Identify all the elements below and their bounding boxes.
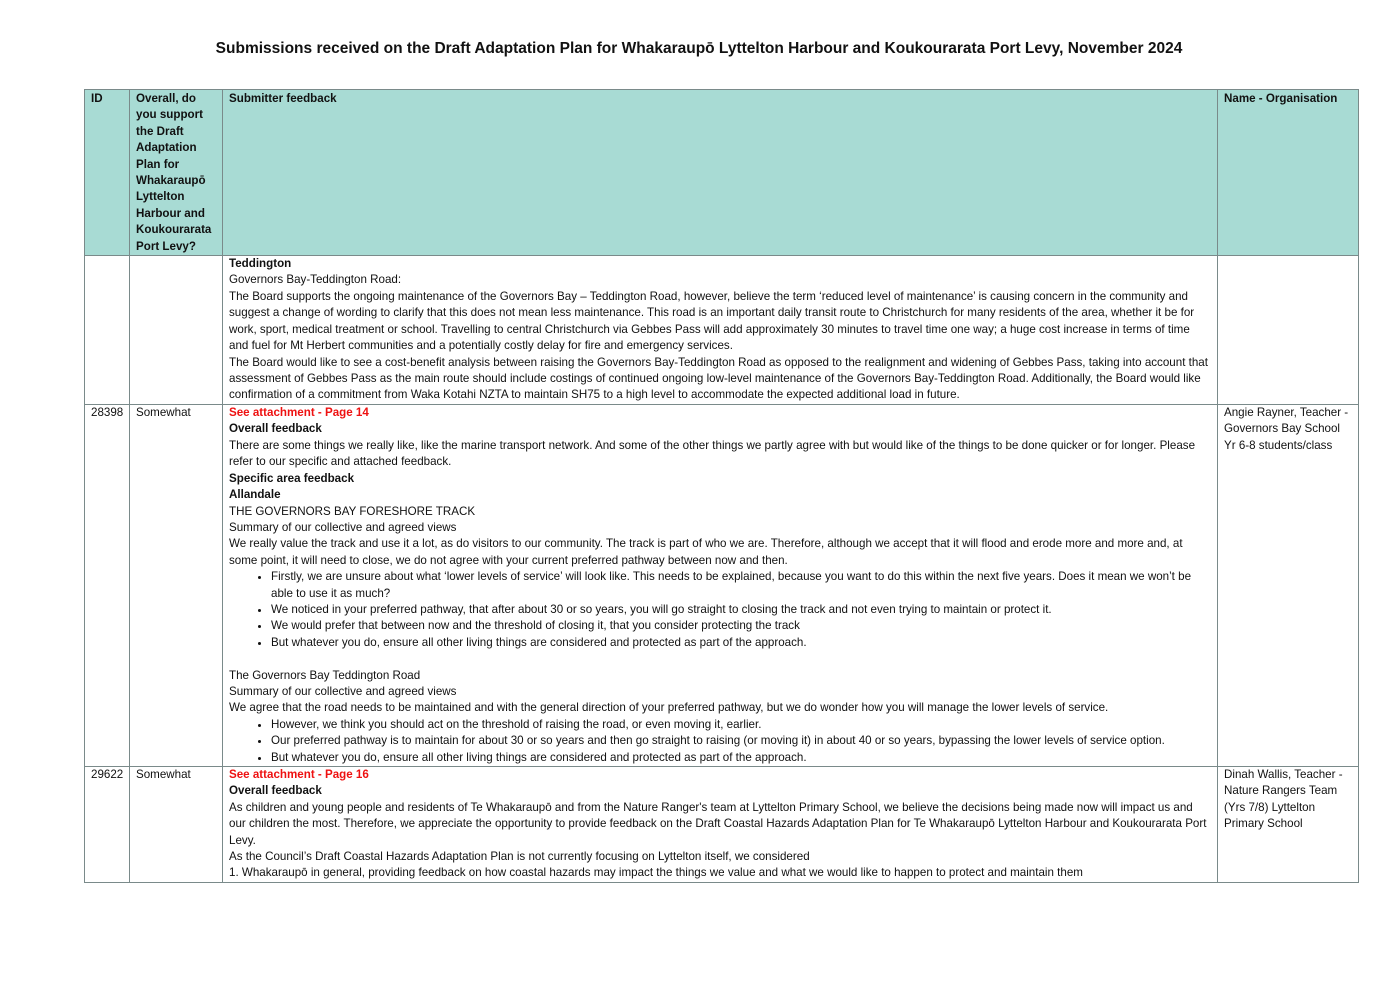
list-item: • Our preferred pathway is to maintain for about 30 or so years and then go straight to raising (or moving it) in about 40 or so years, bypassing the lower levels of service option. bbox=[271, 733, 1211, 749]
cell-feedback bbox=[223, 256, 1218, 405]
cell-support: Somewhat bbox=[130, 766, 223, 882]
spacer bbox=[229, 651, 1211, 667]
feedback-paragraph: The Board would like to see a cost-benefit analysis between raising the Governors Bay-Teddington Road as opposed to the realignment and widening of Gebbes Pass, taking into account that assessment of Gebbes Pass as the main route should include costings of continued ongoing low-level maintenance of the Governors Bay-Teddington Road. Additionally, the Board would like confirmation of a commitment from Waka Kotahi NZTA to maintain SH75 to a high level to accommodate the expected additional load in future. bbox=[229, 355, 1208, 402]
cell-id: 28398 bbox=[85, 405, 130, 767]
list-item: • But whatever you do, ensure all other living things are considered and protected as part of the approach. bbox=[271, 750, 1211, 766]
overall-feedback-heading: Overall feedback bbox=[229, 422, 322, 436]
list-item: • But whatever you do, ensure all other living things are considered and protected as part of the approach. bbox=[271, 635, 1211, 651]
feedback-paragraph: The Board supports the ongoing maintenance of the Governors Bay – Teddington Road, however, believe the term ‘reduced level of maintenance’ is causing concern in the community and suggest a change of wording to clarify that this does not mean less maintenance. This road is an important daily transit route to Christchurch for many residents of the area, whether it be for work, sport, medical treatment or school. Travelling to central Christchurch via Gebbes Pass will add approximately 30 minutes to travel time one way; a huge cost increase in terms of time and fuel for Mt Herbert communities and a potentially costly delay for fire and emergency services. bbox=[229, 289, 1195, 353]
specific-feedback-heading: Specific area feedback bbox=[229, 471, 355, 485]
table-row bbox=[85, 405, 1359, 767]
list-item: • However, we think you should act on the threshold of raising the road, or even moving it, earlier. bbox=[271, 717, 1211, 733]
header-support: Overall, do you support the Draft Adaptation Plan for Whakaraupō Lyttelton Harbour and Koukourarata Port Levy? bbox=[130, 90, 223, 256]
track-title: THE GOVERNORS BAY FORESHORE TRACK bbox=[229, 504, 476, 518]
header-name-organisation: Name - Organisation bbox=[1218, 90, 1359, 256]
header-feedback: Submitter feedback bbox=[223, 90, 1218, 256]
submissions-table bbox=[84, 89, 1359, 883]
cell-feedback bbox=[223, 405, 1218, 767]
list-item: • We would prefer that between now and the threshold of closing it, that you consider protecting the track bbox=[271, 618, 1211, 634]
cell-name-organisation bbox=[1218, 256, 1359, 405]
feedback-paragraph: As the Council’s Draft Coastal Hazards Adaptation Plan is not currently focusing on Lyttelton itself, we considered bbox=[229, 850, 810, 864]
feedback-heading: Teddington bbox=[229, 257, 292, 271]
feedback-paragraph: We really value the track and use it a lot, as do visitors to our community. The track is part of who we are. Therefore, although we accept that it will flood and erode more and more and, at some point, it will need to close, we do not agree with your current preferred pathway between now and then. bbox=[229, 537, 1183, 567]
table-row bbox=[85, 766, 1359, 882]
cell-support bbox=[130, 256, 223, 405]
cell-name-organisation: Angie Rayner, Teacher - Governors Bay School Yr 6-8 students/class bbox=[1218, 405, 1359, 767]
summary-label: Summary of our collective and agreed views bbox=[229, 520, 457, 534]
feedback-paragraph: 1. Whakaraupō in general, providing feedback on how coastal hazards may impact the things we value and what we would like to happen to protect and maintain them bbox=[229, 866, 1083, 880]
attachment-reference: See attachment - Page 16 bbox=[229, 767, 369, 781]
cell-feedback bbox=[223, 766, 1218, 882]
cell-name-organisation: Dinah Wallis, Teacher - Nature Rangers Team (Yrs 7/8) Lyttelton Primary School bbox=[1218, 766, 1359, 882]
overall-feedback-heading: Overall feedback bbox=[229, 784, 322, 798]
attachment-reference: See attachment - Page 14 bbox=[229, 406, 369, 420]
feedback-paragraph: There are some things we really like, like the marine transport network. And some of the other things we partly agree with but would like of the things to be done quicker or for longer. Please refer to our specific and attached feedback. bbox=[229, 438, 1196, 469]
track-bullet-list bbox=[229, 569, 1211, 651]
list-item: • We noticed in your preferred pathway, that after about 30 or so years, you will go straight to closing the track and not even trying to maintain or protect it. bbox=[271, 602, 1211, 618]
table-row bbox=[85, 256, 1359, 405]
list-item: • Firstly, we are unsure about what ‘lower levels of service’ will look like. This needs to be explained, because you want to do this within the next five years. Does it mean we won’t be able to use it as much? bbox=[271, 569, 1211, 602]
header-id: ID bbox=[85, 90, 130, 256]
feedback-paragraph: We agree that the road needs to be maintained and with the general direction of your preferred pathway, but we do wonder how you will manage the lower levels of service. bbox=[229, 701, 1109, 715]
table-header-row bbox=[85, 90, 1359, 256]
cell-id bbox=[85, 256, 130, 405]
cell-id: 29622 bbox=[85, 766, 130, 882]
road-bullet-list bbox=[229, 717, 1211, 766]
feedback-paragraph: As children and young people and residents of Te Whakaraupō and from the Nature Ranger's team at Lyttelton Primary School, we believe the decisions being made now will impact us and our children the most. Therefore, we appreciate the opportunity to provide feedback on the Draft Coastal Hazards Adaptation Plan for Te Whakaraupō Lyttelton Harbour and Koukourarata Port Levy. bbox=[229, 800, 1207, 847]
summary-label: Summary of our collective and agreed views bbox=[229, 684, 457, 698]
road-title: The Governors Bay Teddington Road bbox=[229, 668, 421, 682]
feedback-subheading: Governors Bay-Teddington Road: bbox=[229, 273, 402, 287]
cell-support: Somewhat bbox=[130, 405, 223, 767]
page-title: Submissions received on the Draft Adaptation Plan for Whakaraupō Lyttelton Harbour and Koukourarata Port Levy, November 2024 bbox=[215, 40, 1183, 57]
area-heading: Allandale bbox=[229, 488, 281, 502]
